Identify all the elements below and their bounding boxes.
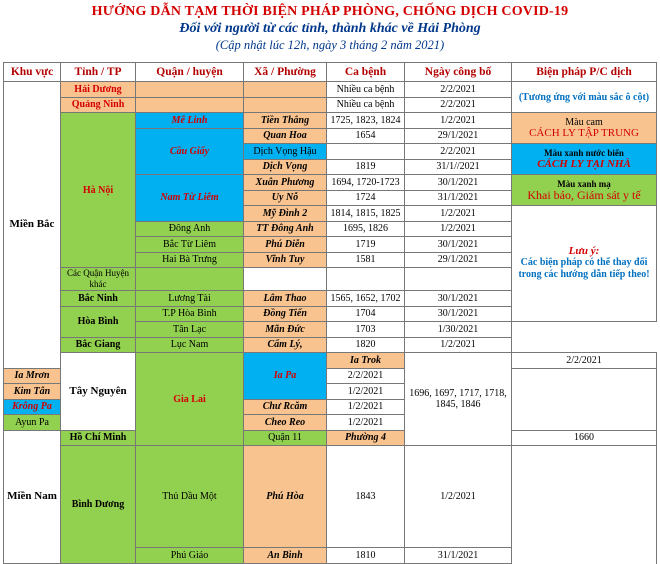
case-cell: 1724 [327, 190, 405, 206]
province-cell: Hồ Chí Minh [61, 430, 136, 446]
case-cell: 1843 [327, 446, 405, 548]
date-cell: 1/2/2021 [327, 415, 405, 431]
case-cell: 1581 [327, 252, 405, 268]
date-cell: 30/1/2021 [405, 175, 512, 191]
col-header: Quận / huyện [136, 63, 244, 82]
district-cell: Nam Từ Liêm [136, 175, 244, 222]
date-cell: 2/2/2021 [327, 368, 405, 384]
province-cell: Bắc Giang [61, 337, 136, 353]
district-cell: Phú Giáo [136, 548, 244, 564]
date-cell: 30/1/2021 [405, 237, 512, 253]
col-header: Khu vực [4, 63, 61, 82]
date-cell: 29/1/2021 [405, 128, 512, 144]
ward-cell: Phường 4 [327, 430, 405, 446]
district-cell: Lục Nam [136, 337, 244, 353]
ward-cell: Uy Nỗ [244, 190, 327, 206]
ward-cell: An Bình [244, 548, 327, 564]
green-measure [512, 175, 657, 206]
district-cell: Hai Bà Trưng [136, 252, 244, 268]
province-cell: Hải Dương [61, 82, 136, 98]
page-subtitle: Đối với người từ các tỉnh, thành khác về Hải Phòng [179, 21, 481, 36]
case-cell: 1696, 1697, 1717, 1718, 1845, 1846 [405, 353, 512, 446]
orange-measure [512, 113, 657, 144]
district-cell: Ayun Pa [4, 415, 61, 431]
case-cell: 1704 [327, 306, 405, 322]
ward-cell: Quan Hoa [244, 128, 327, 144]
legend-note: (Tương ứng với màu sắc ô cột) [512, 82, 657, 113]
district-cell: Quận 11 [244, 430, 327, 446]
date-cell: 31/1/2021 [405, 548, 512, 564]
table-row [4, 337, 657, 353]
case-cell: 1695, 1826 [327, 221, 405, 237]
district-cell: Các Quận Huyện khác [61, 268, 136, 291]
page-header [0, 0, 660, 64]
blue-measure [512, 144, 657, 175]
case-cell: 1703 [327, 322, 405, 338]
ward-cell: Ia Mrơn [4, 368, 61, 384]
date-cell: 1/2/2021 [327, 399, 405, 415]
date-cell: 1/2/2021 [405, 221, 512, 237]
col-header: Tỉnh / TP [61, 63, 136, 82]
blue-action: CÁCH LY TẠI NHÀ [537, 158, 631, 170]
ward-cell: Cheo Reo [244, 415, 327, 431]
ward-cell: Kim Tân [4, 384, 61, 400]
ward-cell: Vĩnh Tuy [244, 252, 327, 268]
table-row [4, 82, 657, 98]
case-cell: 1820 [327, 337, 405, 353]
district-cell: Krông Pa [4, 399, 61, 415]
case-cell: 1819 [327, 159, 405, 175]
col-header: Ca bệnh [327, 63, 405, 82]
note-title: Lưu ý: [568, 245, 600, 257]
district-cell: Cầu Giấy [136, 128, 244, 175]
green-title: Màu xanh mạ [557, 179, 611, 189]
date-cell: 30/1/2021 [405, 306, 512, 322]
region-cell: Miền Nam [4, 430, 61, 563]
covid-guidance-table [3, 62, 657, 564]
case-cell: Nhiều ca bệnh [327, 82, 405, 98]
ward-cell: Lâm Thao [244, 291, 327, 307]
date-cell: 31/1//2021 [405, 159, 512, 175]
district-cell: Đông Anh [136, 221, 244, 237]
ward-cell: Xuân Phương [244, 175, 327, 191]
ward-cell: Phú Hòa [244, 446, 327, 548]
ward-cell: TT Đông Anh [244, 221, 327, 237]
ward-cell: Ia Trok [327, 353, 405, 369]
blue-title: Màu xanh nước biển [544, 148, 624, 158]
page-title: HƯỚNG DẪN TẠM THỜI BIỆN PHÁP PHÒNG, CHỐNG DỊCH COVID-19 [91, 4, 569, 19]
date-cell: 31/1/2021 [405, 190, 512, 206]
note-body: Các biện pháp có thể thay đổi trong các hướng dẫn tiếp theo! [518, 257, 650, 280]
date-cell: 1/2/2021 [327, 384, 405, 400]
region-cell: Tây Nguyên [61, 353, 136, 431]
date-cell: 2/2/2021 [512, 353, 657, 369]
note-cell [512, 206, 657, 322]
date-cell: 1/30/2021 [405, 322, 512, 338]
date-cell: 30/1/2021 [405, 291, 512, 307]
ward-cell: Cẩm Lý, [244, 337, 327, 353]
case-cell: 1565, 1652, 1702 [327, 291, 405, 307]
date-cell: 29/1/2021 [405, 252, 512, 268]
table-row [4, 113, 657, 129]
col-header: Biện pháp P/C dịch [512, 63, 657, 82]
case-cell: 1810 [327, 548, 405, 564]
col-header: Ngày công bố [405, 63, 512, 82]
update-note: (Cập nhật lúc 12h, ngày 3 tháng 2 năm 2021) [215, 38, 445, 52]
table-row [4, 446, 657, 548]
case-cell: 1654 [327, 128, 405, 144]
case-cell: 1719 [327, 237, 405, 253]
district-cell: Thủ Dầu Một [136, 446, 244, 548]
region-cell: Miền Bắc [4, 82, 61, 369]
table-row [4, 353, 657, 369]
ward-cell: Dịch Vọng Hậu [244, 144, 327, 160]
orange-title: Màu cam [565, 117, 603, 128]
ward-cell: Mãn Đức [244, 322, 327, 338]
date-cell: 1/2/2021 [405, 113, 512, 129]
province-cell: Quảng Ninh [61, 97, 136, 113]
district-cell: Tân Lạc [136, 322, 244, 338]
district-cell: Mê Linh [136, 113, 244, 129]
date-cell: 2/2/2021 [405, 144, 512, 160]
ward-cell: Dịch Vọng [244, 159, 327, 175]
district-cell: Ia Pa [244, 353, 327, 400]
province-cell: Bắc Ninh [61, 291, 136, 307]
date-cell: 2/2/2021 [405, 82, 512, 98]
ward-cell: Mỹ Đình 2 [244, 206, 327, 222]
case-cell: 1725, 1823, 1824 [327, 113, 405, 129]
district-cell: T.P Hòa Bình [136, 306, 244, 322]
green-action: Khai báo, Giám sát y tế [527, 188, 641, 202]
ward-cell: Đồng Tiến [244, 306, 327, 322]
date-cell: 1/2/2021 [405, 206, 512, 222]
case-cell: Nhiều ca bệnh [327, 97, 405, 113]
col-header: Xã / Phường [244, 63, 327, 82]
district-cell: Lương Tài [136, 291, 244, 307]
date-cell: 2/2/2021 [405, 97, 512, 113]
district-cell: Bắc Từ Liêm [136, 237, 244, 253]
table-header-row [4, 63, 657, 82]
table-row [4, 430, 657, 446]
date-cell: 1/2/2021 [405, 446, 512, 548]
ward-cell: Phú Diễn [244, 237, 327, 253]
ward-cell: Tiền Thắng [244, 113, 327, 129]
orange-action: CÁCH LY TẬP TRUNG [529, 127, 639, 139]
date-cell: 1/2/2021 [405, 337, 512, 353]
case-cell: 1660 [512, 430, 657, 446]
province-cell: Gia Lai [136, 353, 244, 446]
case-cell: 1814, 1815, 1825 [327, 206, 405, 222]
province-cell: Hà Nội [61, 113, 136, 268]
ward-cell: Chư Rcăm [244, 399, 327, 415]
province-cell: Bình Dương [61, 446, 136, 564]
case-cell: 1694, 1720-1723 [327, 175, 405, 191]
province-cell: Hòa Bình [61, 306, 136, 337]
